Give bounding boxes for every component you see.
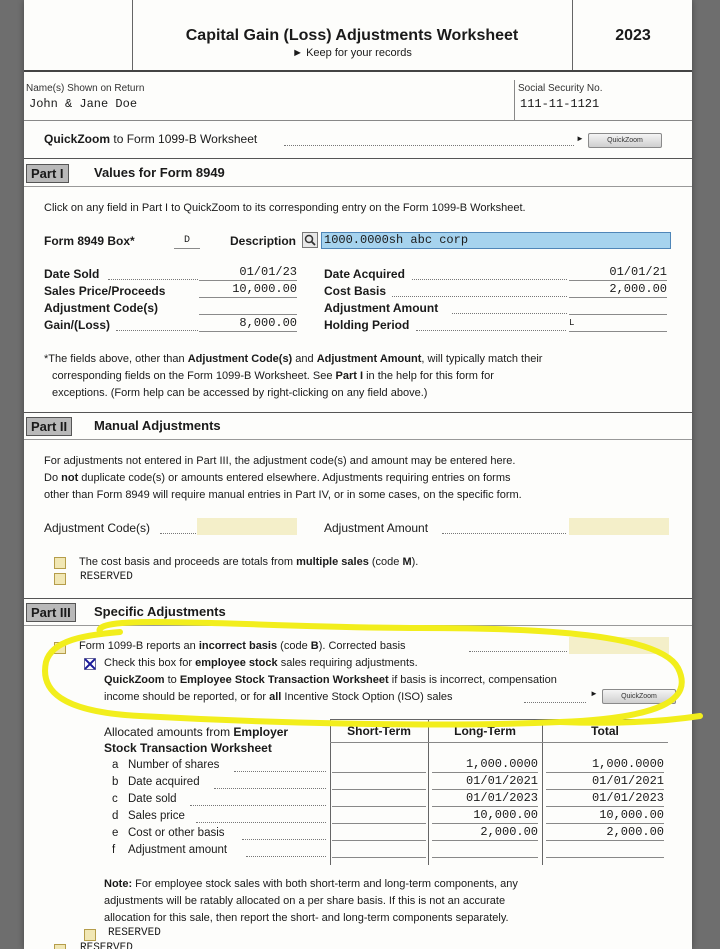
label-bold: multiple sales	[296, 556, 369, 568]
gain-loss-label: Gain/(Loss)	[44, 318, 111, 332]
leader-dots	[160, 533, 196, 534]
table-top-rule	[330, 719, 668, 720]
section-rule	[24, 412, 692, 413]
quickzoom-target: to Form 1099-B Worksheet	[113, 132, 258, 146]
section-rule	[24, 439, 692, 440]
label-bold: Employer	[233, 725, 289, 739]
manual-adjustment-code-label: Adjustment Code(s)	[44, 521, 151, 535]
column-header-short-term: Short-Term	[347, 724, 411, 738]
part-2-title: Manual Adjustments	[94, 418, 221, 433]
quickzoom-button[interactable]: QuickZoom	[588, 133, 662, 148]
section-rule	[24, 598, 692, 599]
label-text: Allocated amounts from	[104, 725, 234, 739]
shares-total-cell[interactable]: 1,000.0000	[546, 757, 664, 773]
part-1-note: exceptions. (Form help can be accessed by right-clicking on any field above.)	[52, 387, 428, 399]
cost-basis-short-term-cell[interactable]	[332, 825, 426, 841]
cost-basis-total-cell[interactable]: 2,000.00	[546, 825, 664, 841]
table-row-label: Sales price	[128, 810, 185, 822]
label-text: ). Corrected basis	[318, 640, 406, 652]
date-sold-long-term-cell[interactable]: 01/01/2023	[432, 791, 538, 807]
date-acquired-long-term-cell[interactable]: 01/01/2021	[432, 774, 538, 790]
sales-price-total-cell[interactable]: 10,000.00	[546, 808, 664, 824]
note-text: and	[292, 353, 317, 365]
form-8949-box-field[interactable]: D	[174, 233, 200, 249]
note-bold: Adjustment Code(s)	[187, 353, 293, 365]
reserved-label: RESERVED	[108, 927, 161, 939]
part-1-note	[44, 351, 542, 367]
table-row-label: Date sold	[128, 793, 177, 805]
employee-stock-quickzoom-button[interactable]: QuickZoom	[602, 689, 676, 704]
multiple-sales-checkbox[interactable]	[54, 557, 66, 569]
label-text: The cost basis and proceeds are totals from	[79, 556, 297, 568]
note-bold: Note:	[104, 878, 133, 890]
reserved-checkbox[interactable]	[54, 944, 66, 949]
section-rule	[24, 625, 692, 626]
page-subtitle: ► Keep for your records	[292, 47, 412, 59]
employee-stock-quickzoom-text	[104, 689, 453, 705]
leader-dots	[246, 856, 326, 857]
label-text: (code	[277, 640, 311, 652]
label-text: ).	[411, 556, 419, 568]
page-title: Capital Gain (Loss) Adjustments Worksheet	[185, 27, 519, 44]
leader-dots	[108, 279, 198, 280]
note-text: For employee stock sales with both short-term and long-term components, any	[132, 878, 518, 890]
form-8949-box-label: Form 8949 Box*	[44, 234, 135, 248]
incorrect-basis-checkbox[interactable]	[54, 642, 66, 654]
table-row-label: Adjustment amount	[128, 844, 228, 856]
employee-stock-checkbox[interactable]	[84, 658, 96, 670]
adjustment-amount-field[interactable]	[569, 299, 667, 315]
leader-dots	[242, 839, 326, 840]
leader-dots	[196, 822, 326, 823]
arrow-right-icon: ►	[590, 689, 598, 698]
employee-stock-note: adjustments will be ratably allocated on a per share basis. If this is not an accurate	[104, 895, 506, 907]
date-acquired-short-term-cell[interactable]	[332, 774, 426, 790]
label-bold: all	[269, 691, 282, 703]
proceeds-field[interactable]: 10,000.00	[199, 282, 297, 298]
worksheet-page	[24, 0, 692, 949]
date-sold-field[interactable]: 01/01/23	[199, 265, 297, 281]
section-rule	[24, 186, 692, 187]
header-divider	[132, 0, 133, 70]
table-row-letter: b	[112, 776, 119, 788]
adjustment-code-label: Adjustment Code(s)	[44, 301, 158, 315]
leader-dots	[190, 805, 326, 806]
table-column-divider	[428, 719, 429, 865]
table-column-divider	[542, 719, 543, 865]
taxpayer-divider	[514, 80, 515, 120]
sales-price-short-term-cell[interactable]	[332, 808, 426, 824]
date-acquired-label: Date Acquired	[324, 267, 405, 281]
note-bold: Adjustment Amount	[316, 353, 422, 365]
quickzoom-1099b-link	[44, 132, 257, 146]
header-divider	[572, 0, 573, 70]
label-text: sales requiring adjustments.	[277, 657, 418, 669]
label-bold: QuickZoom	[104, 674, 165, 686]
date-sold-label: Date Sold	[44, 267, 100, 281]
leader-dots	[442, 533, 566, 534]
label-bold: M	[402, 556, 412, 568]
gain-loss-field[interactable]: 8,000.00	[199, 316, 297, 332]
leader-dots	[214, 788, 326, 789]
holding-period-label: Holding Period	[324, 318, 410, 332]
reserved-checkbox[interactable]	[54, 573, 66, 585]
shares-short-term-cell[interactable]	[332, 757, 426, 773]
header-rule	[330, 742, 428, 743]
column-header-long-term: Long-Term	[454, 724, 516, 738]
label-text: Incentive Stock Option (ISO) sales	[281, 691, 453, 703]
note-bold: Part I	[335, 370, 364, 382]
part-1-title: Values for Form 8949	[94, 165, 225, 180]
label-text: Form 1099-B reports an	[79, 640, 199, 652]
part-1-tag: Part I	[26, 164, 69, 183]
leader-dots	[284, 145, 574, 146]
section-rule	[24, 158, 692, 159]
sales-price-long-term-cell[interactable]: 10,000.00	[432, 808, 538, 824]
manual-adjustment-amount-field[interactable]	[569, 518, 669, 535]
holding-period-field[interactable]: L	[569, 316, 667, 332]
manual-adjustment-amount-label: Adjustment Amount	[324, 521, 429, 535]
adjustment-amount-label: Adjustment Amount	[324, 301, 439, 315]
note-text: corresponding fields on the Form 1099-B Worksheet. See	[52, 370, 336, 382]
table-row-letter: d	[112, 810, 119, 822]
cost-basis-field[interactable]: 2,000.00	[569, 282, 667, 298]
label-text: (code	[368, 556, 403, 568]
table-row-label: Cost or other basis	[128, 827, 225, 839]
ssn-label: Social Security No.	[518, 83, 603, 94]
column-header-total: Total	[591, 724, 619, 738]
cost-basis-label: Cost Basis	[324, 284, 387, 298]
label-text: income should be reported, or for	[104, 691, 270, 703]
note-text: in the help for this form for	[363, 370, 494, 382]
label-text: to	[164, 674, 180, 686]
table-row-letter: e	[112, 827, 119, 839]
leader-dots	[452, 313, 567, 314]
part-3-tag: Part III	[26, 603, 76, 622]
proceeds-label: Sales Price/Proceeds	[44, 284, 166, 298]
adjustment-short-term-cell[interactable]	[332, 842, 426, 858]
shares-long-term-cell[interactable]: 1,000.0000	[432, 757, 538, 773]
note-text: *The fields above, other than	[44, 353, 188, 365]
employee-stock-quickzoom-text	[104, 672, 557, 688]
intro-bold: not	[61, 472, 79, 484]
tax-year: 2023	[615, 27, 651, 44]
table-row-letter: f	[112, 844, 116, 856]
adjustment-code-field[interactable]	[199, 299, 297, 315]
leader-dots	[234, 771, 326, 772]
reserved-label: RESERVED	[80, 942, 133, 949]
manual-adjustment-code-field[interactable]	[197, 518, 297, 535]
leader-dots	[469, 651, 567, 652]
taxpayer-ssn[interactable]: 111-11-1121	[520, 97, 600, 111]
leader-dots	[524, 702, 586, 703]
part-1-note	[52, 368, 494, 384]
table-row-letter: a	[112, 759, 119, 771]
cost-basis-long-term-cell[interactable]: 2,000.00	[432, 825, 538, 841]
adjustment-long-term-cell[interactable]	[432, 842, 538, 858]
table-row-letter: c	[112, 793, 118, 805]
search-icon[interactable]	[302, 232, 318, 248]
part-1-intro: Click on any field in Part I to QuickZoom to its corresponding entry on the Form 1099-B Worksheet.	[44, 202, 526, 214]
part-2-intro: For adjustments not entered in Part III, the adjustment code(s) and amount may be entered here.	[44, 455, 516, 467]
part-3-title: Specific Adjustments	[94, 604, 226, 619]
label-text: Check this box for	[104, 657, 196, 669]
leader-dots	[412, 279, 567, 280]
employee-stock-label	[104, 655, 418, 671]
adjustment-total-cell[interactable]	[546, 842, 664, 858]
label-bold: incorrect basis	[198, 640, 278, 652]
date-acquired-field[interactable]: 01/01/21	[569, 265, 667, 281]
corrected-basis-field[interactable]	[569, 637, 669, 654]
name-label: Name(s) Shown on Return	[26, 83, 145, 94]
note-text: , will typically match their	[421, 353, 543, 365]
part-2-intro	[44, 470, 511, 486]
label-bold: B	[310, 640, 319, 652]
multiple-sales-label	[79, 554, 418, 570]
reserved-label: RESERVED	[80, 571, 133, 583]
table-row-label: Number of shares	[128, 759, 220, 771]
arrow-right-icon: ►	[576, 134, 584, 143]
part-2-tag: Part II	[26, 417, 72, 436]
intro-text: duplicate code(s) or amounts entered elsewhere. Adjustments requiring entries on forms	[78, 472, 511, 484]
taxpayer-name[interactable]: John & Jane Doe	[29, 97, 138, 111]
table-row-label: Date acquired	[128, 776, 200, 788]
leader-dots	[392, 296, 567, 297]
reserved-checkbox[interactable]	[84, 929, 96, 941]
part-2-intro: other than Form 8949 will require manual entries in Part IV, or in some cases, on the specific form.	[44, 489, 522, 501]
allocated-label	[104, 724, 288, 740]
date-acquired-total-cell[interactable]: 01/01/2021	[546, 774, 664, 790]
label-text: if basis is incorrect, compensation	[388, 674, 557, 686]
intro-text: Do	[44, 472, 62, 484]
leader-dots	[116, 330, 198, 331]
table-column-divider	[330, 719, 331, 865]
label-bold: Employee Stock Transaction Worksheet	[179, 674, 389, 686]
date-sold-total-cell[interactable]: 01/01/2023	[546, 791, 664, 807]
employee-stock-note: allocation for this sale, then report the short- and long-term components separately.	[104, 912, 509, 924]
employee-stock-note	[104, 876, 518, 892]
label-bold: employee stock	[195, 657, 278, 669]
description-label: Description	[230, 234, 297, 248]
incorrect-basis-label	[79, 638, 406, 654]
date-sold-short-term-cell[interactable]	[332, 791, 426, 807]
allocated-label: Stock Transaction Worksheet	[104, 741, 272, 755]
description-field[interactable]: 1000.0000sh abc corp	[321, 232, 671, 249]
quickzoom-label: QuickZoom	[44, 132, 111, 146]
header-rule	[428, 742, 668, 743]
leader-dots	[416, 330, 566, 331]
